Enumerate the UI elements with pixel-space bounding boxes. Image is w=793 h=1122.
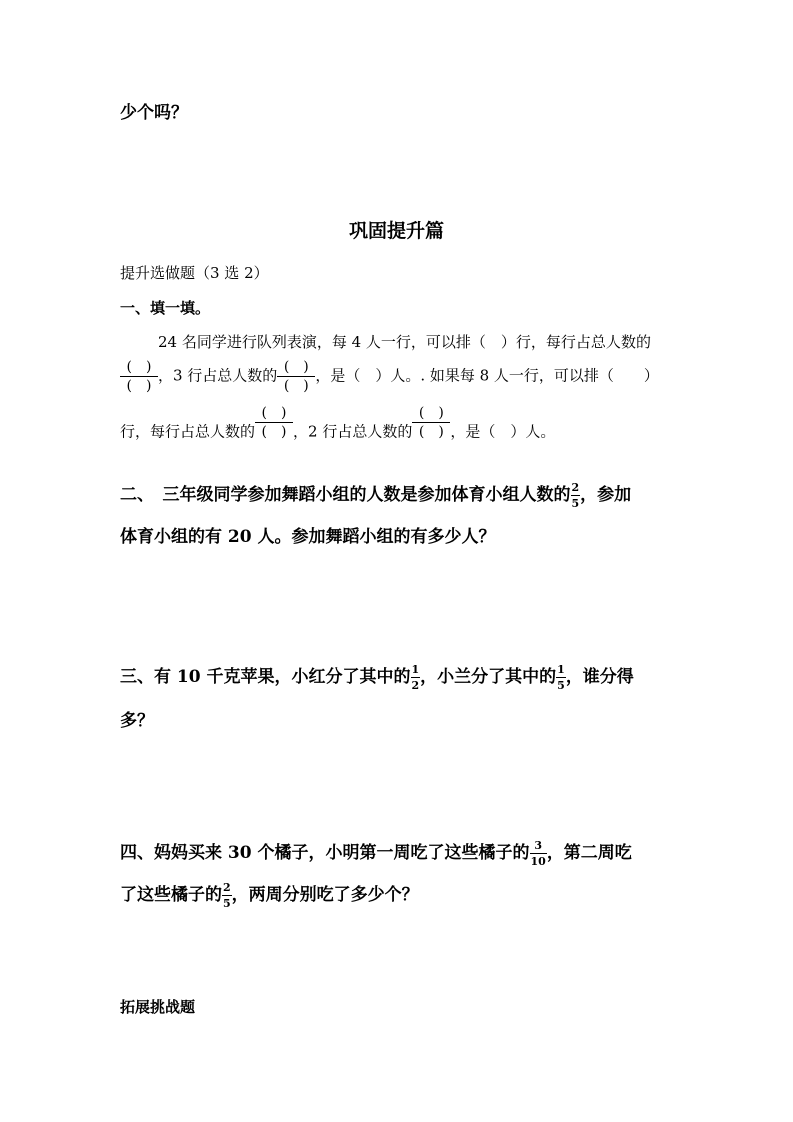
q3-line1: 三、有 10 千克苹果，小红分了其中的 $\frac{1}{2}$ ，小兰分了其中的 $\frac{1}{5}$ ，谁分得 [120,663,634,692]
q2-line1: 二、 三年级同学参加舞蹈小组的人数是参加体育小组人数的 $\frac{2}{5}$ ，参加 [120,481,632,510]
page-title: 巩固提升篇 [348,220,444,242]
fraction-2-5: $\frac{2}{5}$ [223,881,231,910]
q3-line2: 多？ [120,711,154,731]
section-challenge-heading: 拓展挑战题 [120,998,196,1016]
q1-line3: 行，每行占总人数的 $\frac{( )}{( )}$ ，2 行占总人数的 $\frac{( )}{( )}$ ，是（ ）人。 [120,405,556,441]
top-fragment: 少个吗？ [120,103,188,123]
fraction-2-5: $\frac{2}{5}$ [571,481,580,510]
fraction-1-2: $\frac{1}{2}$ [411,663,420,692]
blank-fraction: $\frac{( )}{( )}$ [120,360,158,393]
q1-line1: 24 名同学进行队列表演，每 4 人一行，可以排（ ）行，每行占总人数的 [158,333,651,351]
q1-line2: $\frac{( )}{( )}$ ，3 行占总人数的 $\frac{( )}{( )}$ ，是（ ）人。. 如果每 8 人一行，可以排（ ） [120,360,659,393]
blank-fraction: $\frac{( )}{( )}$ [412,406,450,439]
q2-line2: 体育小组的有 20 人。参加舞蹈小组的有多少人？ [120,527,496,547]
fraction-3-10: $\frac{3}{10}$ [530,839,546,868]
q4-line1: 四、妈妈买来 30 个橘子，小明第一周吃了这些橘子的 $\frac{3}{10}$ ，第二周吃 [120,839,632,868]
q1-heading: 一、填一填。 [120,299,211,317]
section-choice-heading: 提升选做题（3 选 2） [120,264,269,282]
blank-fraction: $\frac{( )}{( )}$ [255,406,293,439]
fraction-1-5: $\frac{1}{5}$ [557,663,565,692]
blank-fraction: $\frac{( )}{( )}$ [277,360,315,393]
q4-line2: 了这些橘子的 $\frac{2}{5}$ ，两周分别吃了多少个？ [120,881,419,910]
